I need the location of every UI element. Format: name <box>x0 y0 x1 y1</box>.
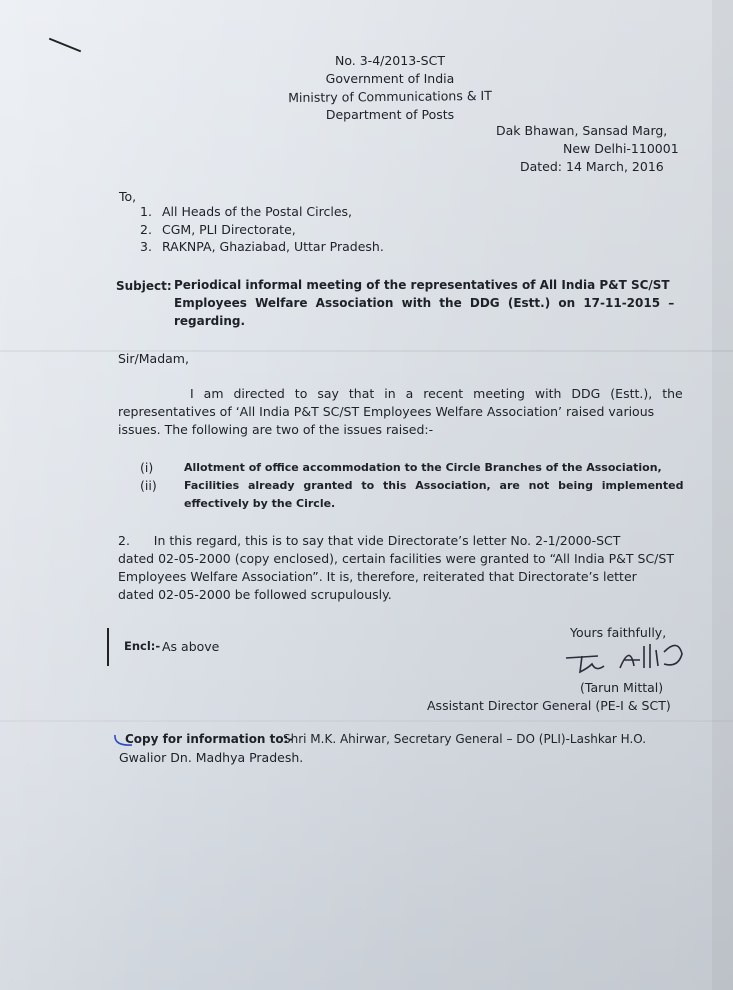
to-label: To, <box>119 189 137 204</box>
subject-line: Employees Welfare Association with the DDG (Estt.) on 17-11-2015 – <box>174 296 675 310</box>
copy-label: Copy for information to:- <box>125 732 294 746</box>
paragraph-line: Employees Welfare Association”. It is, therefore, reiterated that Directorate’s letter <box>118 569 637 584</box>
signature-image <box>560 638 690 678</box>
pen-mark <box>49 38 81 53</box>
recipient-item: All Heads of the Postal Circles, <box>162 204 352 219</box>
issue-number: (ii) <box>140 478 157 493</box>
government-line: Government of India <box>325 71 455 86</box>
reference-number: No. 3-4/2013-SCT <box>335 53 445 68</box>
signatory-name: (Tarun Mittal) <box>580 680 664 695</box>
recipient-number: 1. <box>140 204 152 219</box>
margin-mark <box>107 628 109 666</box>
salutation: Sir/Madam, <box>118 351 189 366</box>
recipient-item: CGM, PLI Directorate, <box>162 222 296 237</box>
address-city: New Delhi-110001 <box>563 141 679 156</box>
enclosure-text: As above <box>162 639 220 654</box>
issue-item: Allotment of office accommodation to the Circle Branches of the Association, <box>184 461 662 474</box>
department-line: Department of Posts <box>325 107 455 122</box>
paragraph-line: dated 02-05-2000 be followed scrupulously. <box>118 587 392 602</box>
paragraph-line: 2. In this regard, this is to say that vide Directorate’s letter No. 2-1/2000-SCT <box>118 533 621 548</box>
ministry-line: Ministry of Communications & IT <box>288 87 492 106</box>
paper-edge <box>712 0 733 990</box>
subject-line: Periodical informal meeting of the representatives of All India P&T SC/ST <box>174 278 670 292</box>
copy-recipient-continued: Gwalior Dn. Madhya Pradesh. <box>119 750 304 765</box>
issue-item: Facilities already granted to this Association, are not being implemented <box>184 479 684 492</box>
letter-date: Dated: 14 March, 2016 <box>520 159 664 174</box>
address-line: Dak Bhawan, Sansad Marg, <box>496 123 668 138</box>
enclosure-label: Encl:- <box>124 639 161 653</box>
paragraph-line: I am directed to say that in a recent meeting with DDG (Estt.), the <box>190 386 683 401</box>
issue-number: (i) <box>140 460 154 475</box>
paragraph-line: issues. The following are two of the issues raised:- <box>118 422 434 437</box>
paper-crease <box>0 350 733 352</box>
paragraph-line: dated 02-05-2000 (copy enclosed), certain facilities were granted to “All India P&T SC/ST <box>118 551 674 566</box>
yours-faithfully: Yours faithfully, <box>570 625 667 640</box>
issue-item-continued: effectively by the Circle. <box>184 497 336 510</box>
subject-label: Subject: <box>116 279 172 293</box>
copy-recipient: Shri M.K. Ahirwar, Secretary General – DO (PLI)-Lashkar H.O. <box>283 732 647 746</box>
recipient-number: 2. <box>140 222 152 237</box>
paragraph-line: representatives of ‘All India P&T SC/ST Employees Welfare Association’ raised various <box>118 404 655 419</box>
paper-crease <box>0 720 733 722</box>
recipient-number: 3. <box>140 239 152 254</box>
subject-line: regarding. <box>174 314 246 328</box>
signatory-designation: Assistant Director General (PE-I & SCT) <box>427 698 671 713</box>
recipient-item: RAKNPA, Ghaziabad, Uttar Pradesh. <box>162 239 384 254</box>
